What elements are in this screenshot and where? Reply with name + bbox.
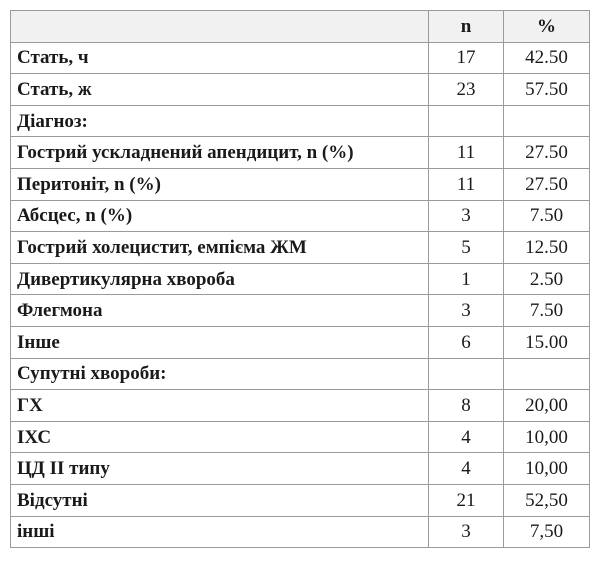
row-n-value: 17 xyxy=(429,42,504,74)
row-n-value: 6 xyxy=(429,326,504,358)
table-row xyxy=(11,453,590,485)
table-row xyxy=(11,137,590,169)
table-row xyxy=(11,74,590,106)
row-n-value: 23 xyxy=(429,74,504,106)
table-row xyxy=(11,421,590,453)
patient-characteristics-table xyxy=(10,10,590,548)
row-label: Дивертикулярна хвороба xyxy=(11,263,429,295)
table-row xyxy=(11,232,590,264)
row-percent-value xyxy=(504,358,590,390)
row-label: ЦД ІІ типу xyxy=(11,453,429,485)
table-row xyxy=(11,42,590,74)
table-row xyxy=(11,295,590,327)
table-row xyxy=(11,168,590,200)
row-percent-value: 2.50 xyxy=(504,263,590,295)
row-percent-value: 27.50 xyxy=(504,137,590,169)
row-n-value: 11 xyxy=(429,168,504,200)
row-n-value: 8 xyxy=(429,390,504,422)
table-row xyxy=(11,484,590,516)
row-n-value: 11 xyxy=(429,137,504,169)
row-label: Інше xyxy=(11,326,429,358)
row-n-value: 4 xyxy=(429,421,504,453)
row-n-value: 4 xyxy=(429,453,504,485)
row-label: Флегмона xyxy=(11,295,429,327)
row-n-value: 21 xyxy=(429,484,504,516)
header-percent: % xyxy=(504,11,590,43)
table-row xyxy=(11,263,590,295)
row-n-value: 5 xyxy=(429,232,504,264)
row-n-value xyxy=(429,105,504,137)
row-percent-value: 12.50 xyxy=(504,232,590,264)
table-row xyxy=(11,200,590,232)
row-label: інші xyxy=(11,516,429,548)
row-label: Гострий холецистит, емпієма ЖМ xyxy=(11,232,429,264)
row-percent-value xyxy=(504,105,590,137)
row-percent-value: 20,00 xyxy=(504,390,590,422)
row-n-value: 3 xyxy=(429,516,504,548)
row-n-value: 3 xyxy=(429,295,504,327)
row-label: Гострий ускладнений апендицит, n (%) xyxy=(11,137,429,169)
row-percent-value: 52,50 xyxy=(504,484,590,516)
row-percent-value: 7.50 xyxy=(504,295,590,327)
table-header-row xyxy=(11,11,590,43)
row-label: Абсцес, n (%) xyxy=(11,200,429,232)
data-table-container xyxy=(10,10,590,548)
row-n-value: 1 xyxy=(429,263,504,295)
row-label: Стать, ч xyxy=(11,42,429,74)
row-percent-value: 10,00 xyxy=(504,453,590,485)
table-row xyxy=(11,390,590,422)
table-row xyxy=(11,516,590,548)
row-percent-value: 42.50 xyxy=(504,42,590,74)
row-label: Відсутні xyxy=(11,484,429,516)
table-row xyxy=(11,358,590,390)
table-row xyxy=(11,326,590,358)
header-label-cell xyxy=(11,11,429,43)
row-percent-value: 27.50 xyxy=(504,168,590,200)
row-label: ІХС xyxy=(11,421,429,453)
row-label: Стать, ж xyxy=(11,74,429,106)
row-percent-value: 7,50 xyxy=(504,516,590,548)
table-row xyxy=(11,105,590,137)
table-body xyxy=(11,42,590,548)
row-label: Діагноз: xyxy=(11,105,429,137)
row-percent-value: 7.50 xyxy=(504,200,590,232)
row-percent-value: 57.50 xyxy=(504,74,590,106)
row-n-value: 3 xyxy=(429,200,504,232)
row-percent-value: 15.00 xyxy=(504,326,590,358)
row-label: ГХ xyxy=(11,390,429,422)
row-percent-value: 10,00 xyxy=(504,421,590,453)
header-n: n xyxy=(429,11,504,43)
row-label: Супутні хвороби: xyxy=(11,358,429,390)
row-n-value xyxy=(429,358,504,390)
row-label: Перитоніт, n (%) xyxy=(11,168,429,200)
